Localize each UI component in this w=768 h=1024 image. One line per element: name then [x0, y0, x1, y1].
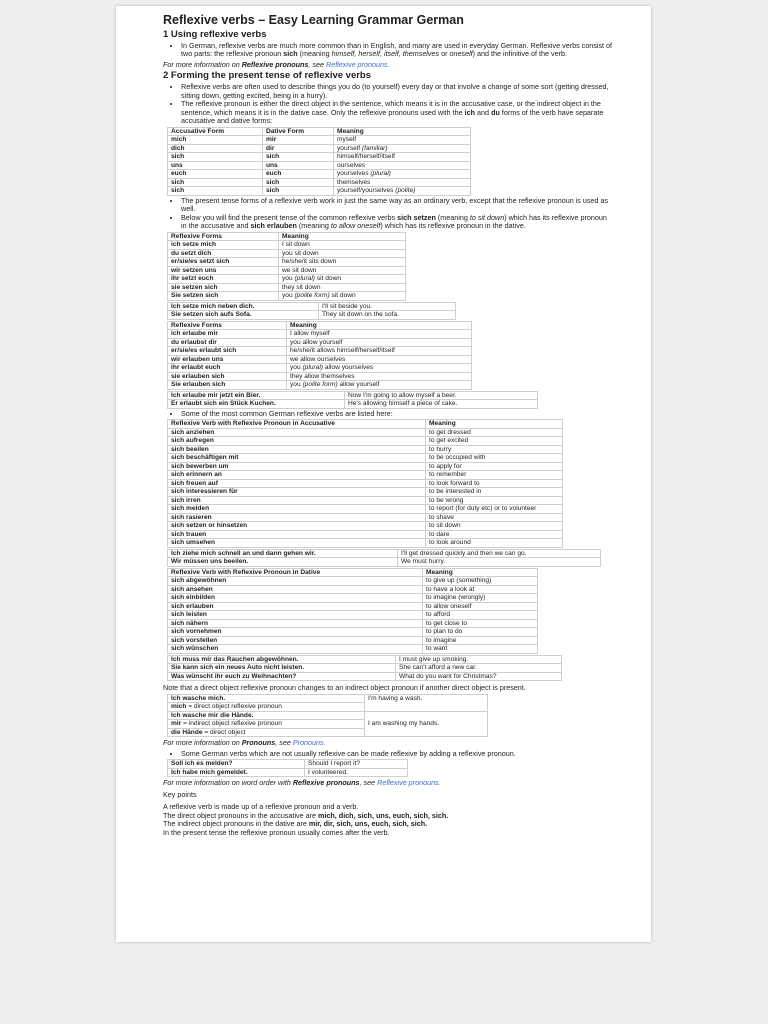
accusative-verbs-table: [167, 419, 563, 548]
note-word-order: For more information on word order with Reflexive pronouns, see Reflexive pronouns.: [163, 778, 441, 787]
table-row: Was wünscht ihr euch zu Weihnachten? What do you want for Christmas?: [168, 672, 562, 681]
s1-bullet-1: • In German, reflexive verbs are much more common than in English, and many are used in everyday German. Reflexive verbs consist of two parts: the reflexive pronoun sich (meaning himself, herself, itself, themselves or oneself) and the infinitive of the verb.: [181, 42, 613, 59]
table-row: dich dir yourself (familiar): [168, 144, 471, 153]
table-row: sich erlauben to allow oneself: [168, 602, 538, 611]
table-header: Meaning: [287, 321, 472, 330]
section-1-heading: 1 Using reflexive verbs: [163, 28, 267, 40]
table-row: Ich muss mir das Rauchen abgewöhnen. I must give up smoking.: [168, 655, 562, 664]
key-point-1: A reflexive verb is made up of a reflexive pronoun and a verb.: [163, 802, 359, 811]
accusative-examples: [167, 549, 601, 567]
table-row: mich = direct object reflexive pronoun: [168, 703, 488, 712]
key-point-2: The direct object pronouns in the accusative are mich, dich, sich, uns, euch, sich, sich.: [163, 810, 449, 820]
link-reflexive-pronouns-2[interactable]: Reflexive pronouns.: [377, 778, 441, 787]
table-row: Soll ich es melden? Should I report it?: [168, 760, 408, 769]
dative-verbs-table: [167, 568, 538, 654]
table-row: wir setzen uns we sit down: [168, 266, 406, 275]
table-row: mich mir myself: [168, 136, 471, 145]
table-row: sich erinnern an to remember: [168, 471, 563, 480]
table-row: sich vornehmen to plan to do: [168, 628, 538, 637]
table-row: sich beeilen to hurry: [168, 445, 563, 454]
link-pronouns[interactable]: Pronouns.: [292, 738, 326, 747]
key-point-4: In the present tense the reflexive pronoun usually comes after the verb.: [163, 827, 390, 837]
sich-erlauben-examples: [167, 391, 538, 409]
table-row: Ich erlaube mir jetzt ein Bier. Now I'm going to allow myself a beer.: [168, 391, 538, 400]
section-2-list-b: [163, 197, 613, 231]
table-row: du erlaubst dir you allow yourself: [168, 338, 472, 347]
melden-examples: [167, 759, 408, 777]
table-row: euch euch yourselves (plural): [168, 170, 471, 179]
link-reflexive-pronouns[interactable]: Reflexive pronouns.: [326, 59, 390, 69]
table-row: Sie erlauben sich you (polite form) allow yourself: [168, 381, 472, 390]
document-content: [163, 14, 613, 837]
table-header: Reflexive Verb with Reflexive Pronoun in Dative: [168, 568, 423, 577]
table-row: Ich habe mich gemeldet. I volunteered.: [168, 768, 408, 777]
table-row: sich abgewöhnen to give up (something): [168, 577, 538, 586]
table-row: Ich ziehe mich schnell an und dann gehen wir. I'll get dressed quickly and then we can go.: [168, 549, 601, 558]
table-row: sich bewerben um to apply for: [168, 462, 563, 471]
section-2-list-d: [163, 750, 613, 759]
table-header: Dative Form: [263, 127, 334, 136]
sich-erlauben-table: [167, 321, 472, 390]
table-row: Ich wasche mir die Hände. I am washing my hands.: [168, 711, 488, 720]
table-row: Sie setzen sich aufs Sofa. They sit down on the sofa.: [168, 311, 456, 320]
table-row: sich sich himself/herself/itself: [168, 153, 471, 162]
s2-bullet-6: • Some German verbs which are not usually reflexive can be made reflexive by adding a reflexive pronoun.: [181, 750, 613, 759]
table-row: sich beschäftigen mit to be occupied with: [168, 454, 563, 463]
table-row: sich leisten to afford: [168, 611, 538, 620]
s2-bullet-4: • Below you will find the present tense of the common reflexive verbs sich setzen (meaning to sit down) which has its reflexive pronoun in the accusative and sich erlauben (meaning to allow oneself) which has its reflexive pronoun in the dative.: [181, 214, 613, 231]
table-row: Sie kann sich ein neues Auto nicht leisten. She can't afford a new car.: [168, 664, 562, 673]
table-row: die Hände = direct object: [168, 728, 488, 737]
table-header: Meaning: [334, 127, 471, 136]
table-row: Ich setze mich neben dich. I'll sit beside you.: [168, 302, 456, 311]
table-header: Reflexive Forms: [168, 232, 279, 241]
table-header: Meaning: [423, 568, 538, 577]
table-row: mir = indirect object reflexive pronoun: [168, 720, 488, 729]
table-header: Meaning: [279, 232, 406, 241]
note-reflexive-pronouns: For more information on Reflexive pronouns, see Reflexive pronouns.: [163, 59, 390, 69]
table-row: sich trauen to dare: [168, 530, 563, 539]
table-header: Reflexive Forms: [168, 321, 287, 330]
table-row: ihr erlaubt euch you (plural) allow yourselves: [168, 364, 472, 373]
section-1-list: [163, 42, 613, 59]
table-row: sich melden to report (for duty etc) or to volunteer: [168, 505, 563, 514]
pronoun-table: [167, 127, 471, 196]
dative-examples: [167, 655, 562, 682]
table-row: sich setzen or hinsetzen to sit down: [168, 522, 563, 531]
table-row: uns uns ourselves: [168, 161, 471, 170]
table-row: er/sie/es erlaubt sich he/she/it allows himself/herself/itself: [168, 347, 472, 356]
table-row: sich freuen auf to look forward to: [168, 479, 563, 488]
table-row: sich sich yourself/yourselves (polite): [168, 187, 471, 196]
table-row: sich umsehen to look around: [168, 539, 563, 548]
table-row: sie erlauben sich they allow themselves: [168, 372, 472, 381]
waschen-table: [167, 694, 488, 738]
table-row: sich anziehen to get dressed: [168, 428, 563, 437]
table-row: sich ansehen to have a look at: [168, 585, 538, 594]
table-row: ich erlaube mir I allow myself: [168, 330, 472, 339]
s2-bullet-2: • The reflexive pronoun is either the direct object in the sentence, which means it is in the accusative case, or the indirect object in the sentence, which means it is in the dative case. Only the reflexive pronouns used with the ich and du forms of the verb have separate accusative and dative forms:: [181, 100, 613, 126]
sich-setzen-examples: [167, 302, 456, 320]
table-row: sich interessieren für to be interested in: [168, 488, 563, 497]
s2-bullet-3: • The present tense forms of a reflexive verb work in just the same way as an ordinary verb, except that the reflexive pronoun is used as well.: [181, 197, 613, 214]
table-row: Er erlaubt sich ein Stück Kuchen. He's allowing himself a piece of cake.: [168, 400, 538, 409]
table-row: sich sich themselves: [168, 178, 471, 187]
table-row: ihr setzt euch you (plural) sit down: [168, 275, 406, 284]
document-page: [116, 6, 651, 942]
table-header: Reflexive Verb with Reflexive Pronoun in Accusative: [168, 420, 426, 429]
table-row: sich nähern to get close to: [168, 619, 538, 628]
table-row: ich setze mich I sit down: [168, 241, 406, 250]
table-row: Wir müssen uns beeilen. We must hurry.: [168, 558, 601, 567]
table-row: sich irren to be wrong: [168, 496, 563, 505]
s2-bullet-5: • Some of the most common German reflexive verbs are listed here:: [181, 410, 613, 419]
table-row: sie setzen sich they sit down: [168, 283, 406, 292]
table-row: Sie setzen sich you (polite form) sit down: [168, 292, 406, 301]
table-row: er/sie/es setzt sich he/she/it sits down: [168, 258, 406, 267]
page-title: Reflexive verbs – Easy Learning Grammar German: [163, 13, 464, 27]
section-2-list-a: [163, 83, 613, 126]
table-row: sich rasieren to shave: [168, 513, 563, 522]
section-2-list-c: [163, 410, 613, 419]
table-row: wir erlauben uns we allow ourselves: [168, 355, 472, 364]
table-row: Ich wasche mich. I'm having a wash.: [168, 694, 488, 703]
table-row: sich aufregen to get excited: [168, 437, 563, 446]
table-row: sich vorstellen to imagine: [168, 636, 538, 645]
s2-bullet-1: • Reflexive verbs are often used to describe things you do (to yourself) every day or that involve a change of some sort (getting dressed, sitting down, getting excited, being in a hurry).: [181, 83, 613, 100]
table-row: sich einbilden to imagine (wrongly): [168, 594, 538, 603]
key-point-3: The indirect object pronouns in the dative are mir, dir, sich, uns, euch, sich, sich.: [163, 819, 428, 828]
table-row: du setzt dich you sit down: [168, 249, 406, 258]
section-2-heading: 2 Forming the present tense of reflexive verbs: [163, 70, 372, 81]
key-points-label: Key points: [163, 789, 197, 799]
table-row: sich wünschen to want: [168, 645, 538, 654]
table-header: Meaning: [426, 420, 563, 429]
key-points: [163, 791, 613, 838]
direct-object-note: Note that a direct object reflexive pronoun changes to an indirect object pronoun if another direct object is present.: [163, 683, 526, 692]
table-header: Accusative Form: [168, 127, 263, 136]
sich-setzen-table: [167, 232, 406, 301]
note-pronouns: For more information on Pronouns, see Pronouns.: [163, 738, 326, 747]
